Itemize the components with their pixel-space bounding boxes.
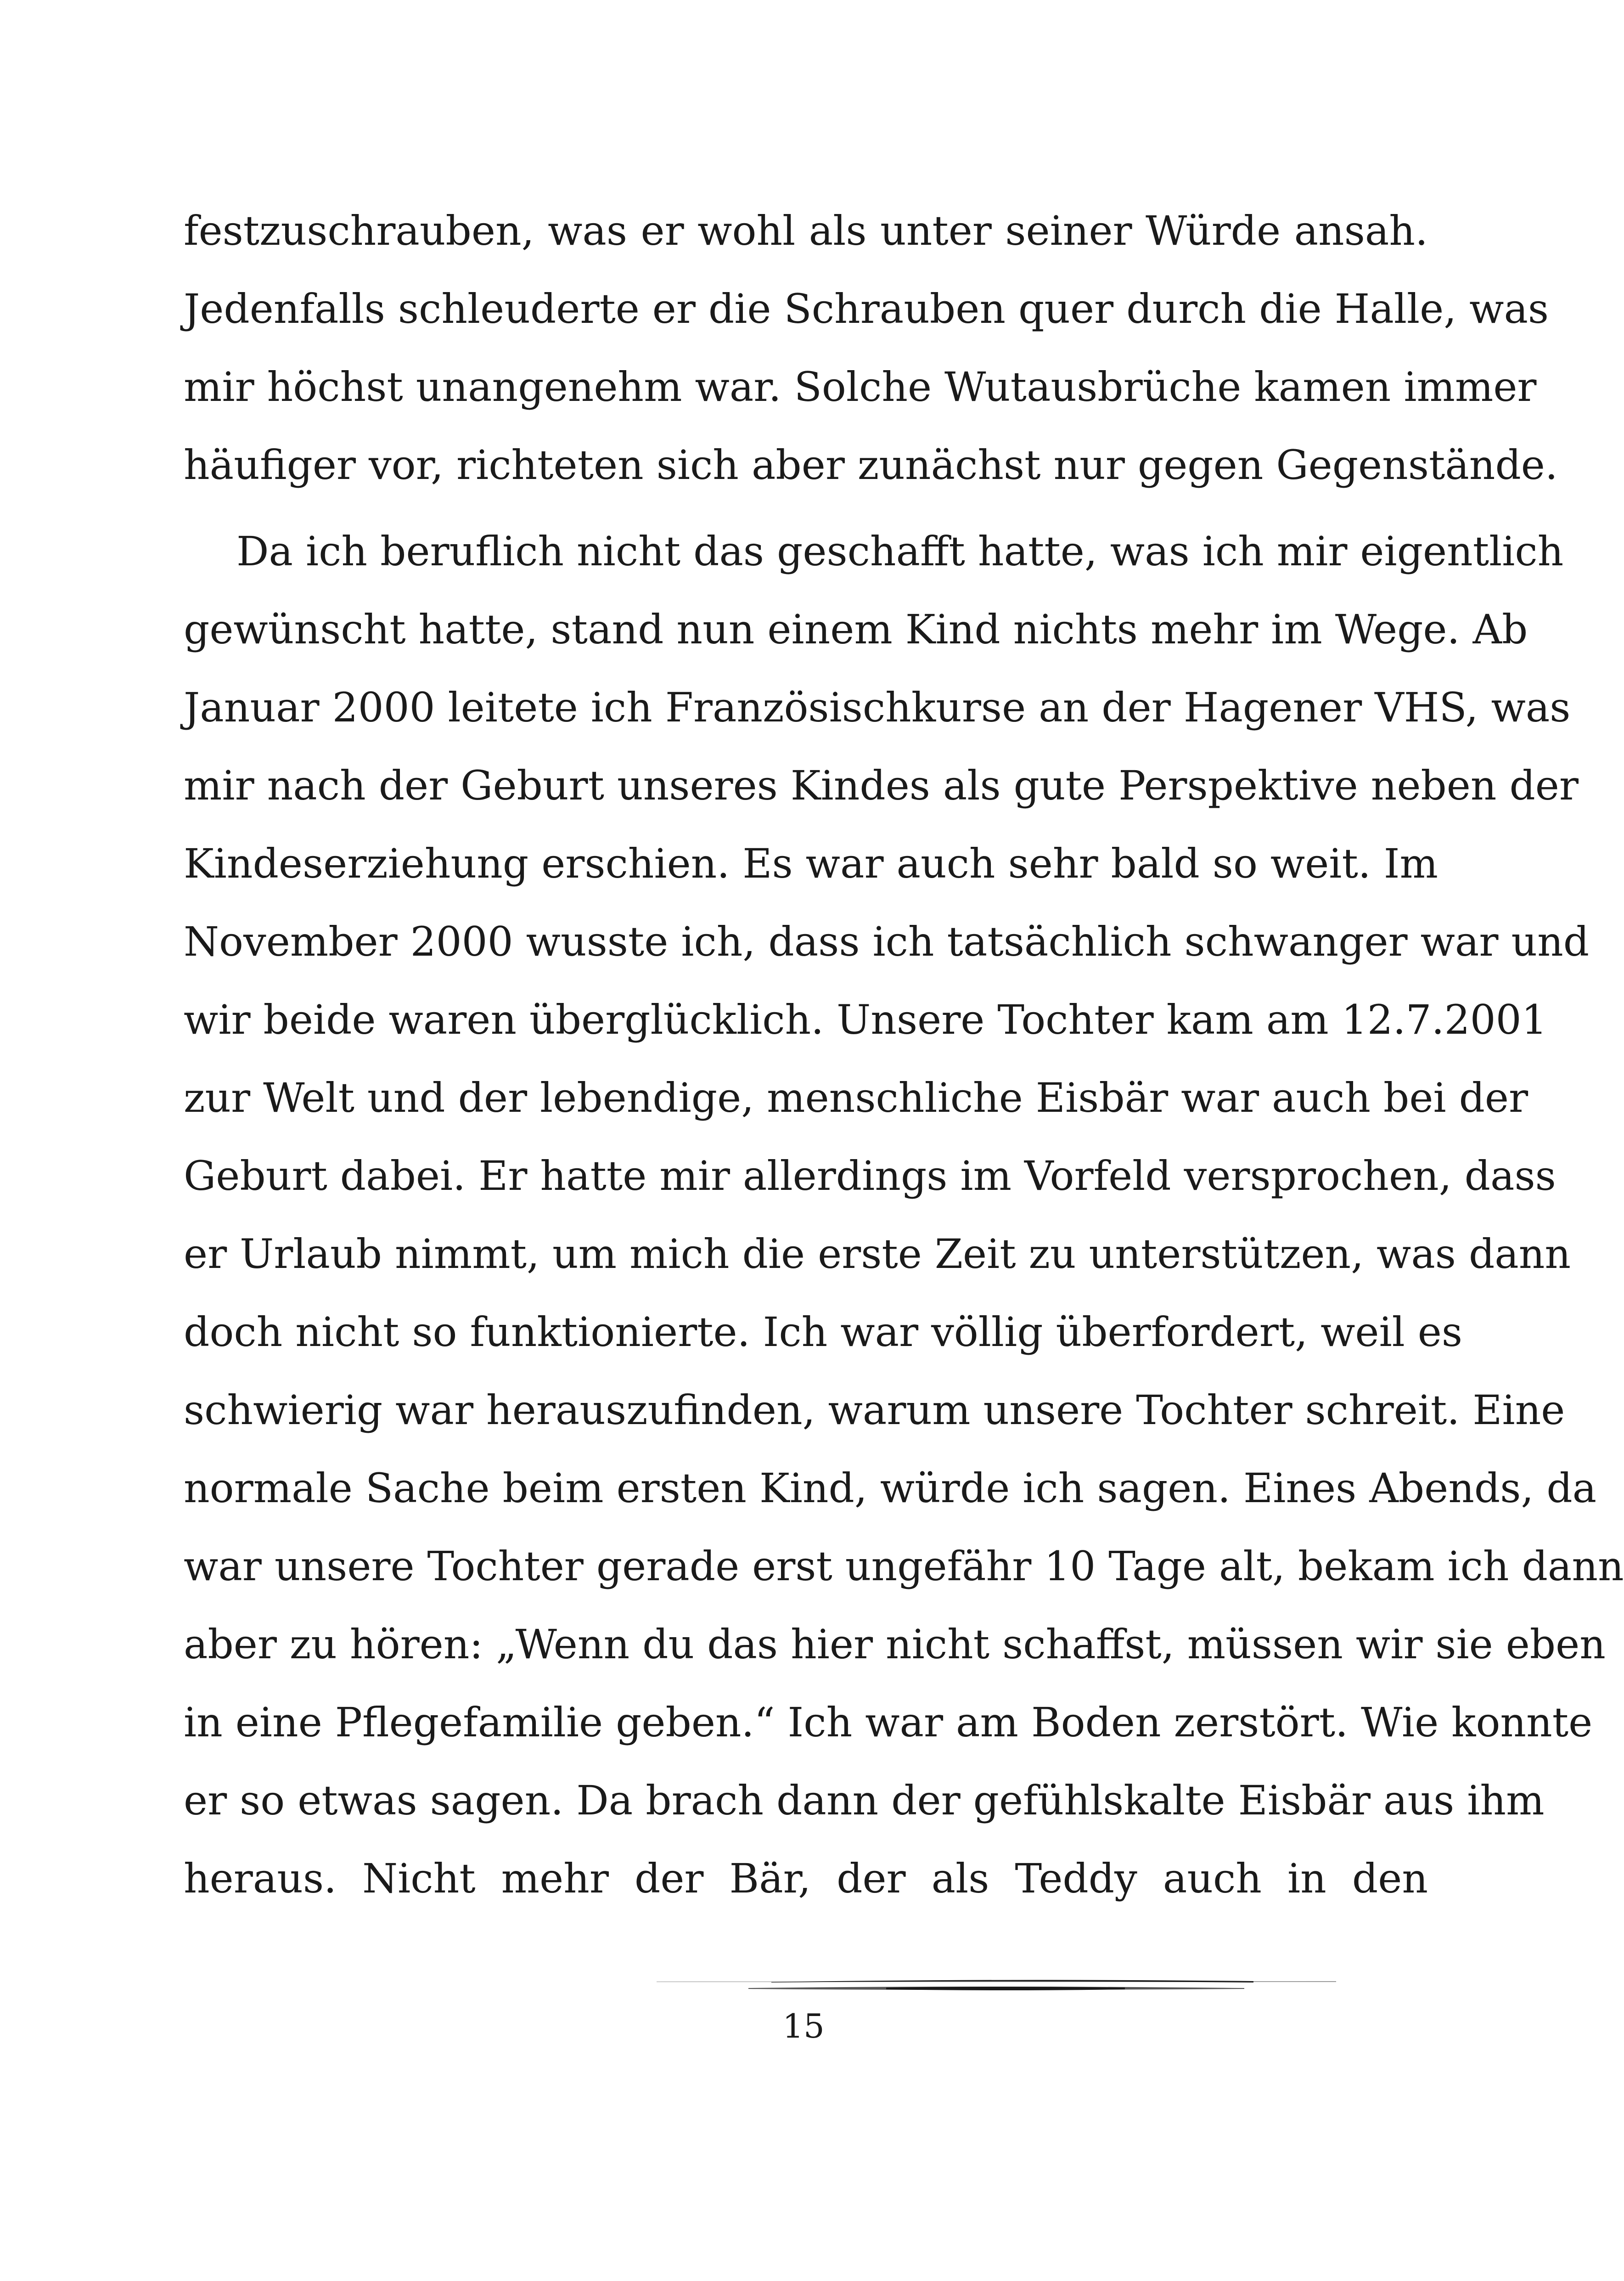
text-line: mir höchst unangenehm war. Solche Wutausbrüche kamen immer bbox=[184, 363, 1537, 411]
text-line: in eine Pflegefamilie geben.“ Ich war am Boden zerstört. Wie konnte bbox=[184, 1699, 1593, 1746]
text-line: mir nach der Geburt unseres Kindes als gute Perspektive neben der bbox=[184, 762, 1579, 809]
text-line: heraus. Nicht mehr der Bär, der als Teddy auch in den bbox=[184, 1855, 1428, 1902]
body-text bbox=[184, 192, 1624, 1918]
paragraph-gap bbox=[184, 504, 1428, 513]
text-line: doch nicht so funktionierte. Ich war völlig überfordert, weil es bbox=[184, 1308, 1462, 1356]
text-line: festzuschrauben, was er wohl als unter seiner Würde ansah. bbox=[184, 207, 1428, 254]
footer-ornament-rule bbox=[657, 1977, 1336, 1995]
page-number: 15 bbox=[782, 2007, 825, 2045]
text-line: Kindeserziehung erschien. Es war auch sehr bald so weit. Im bbox=[184, 840, 1438, 887]
text-line: Da ich beruflich nicht das geschafft hatte, was ich mir eigentlich bbox=[236, 528, 1564, 575]
text-line: aber zu hören: „Wenn du das hier nicht schaffst, müssen wir sie eben bbox=[184, 1621, 1606, 1668]
text-line: häufiger vor, richteten sich aber zunächst nur gegen Gegenstände. bbox=[184, 441, 1558, 489]
text-line: November 2000 wusste ich, dass ich tatsächlich schwanger war und bbox=[184, 918, 1590, 965]
text-line: er Urlaub nimmt, um mich die erste Zeit zu unterstützen, was dann bbox=[184, 1230, 1571, 1278]
text-line: zur Welt und der lebendige, menschliche Eisbär war auch bei der bbox=[184, 1074, 1528, 1121]
text-line: Januar 2000 leitete ich Französischkurse an der Hagener VHS, was bbox=[184, 684, 1571, 731]
text-line: war unsere Tochter gerade erst ungefähr 10 Tage alt, bekam ich dann bbox=[184, 1543, 1624, 1590]
text-line: Geburt dabei. Er hatte mir allerdings im Vorfeld versprochen, dass bbox=[184, 1152, 1556, 1200]
text-line: normale Sache beim ersten Kind, würde ich sagen. Eines Abends, da bbox=[184, 1464, 1597, 1512]
text-line: er so etwas sagen. Da brach dann der gefühlskalte Eisbär aus ihm bbox=[184, 1777, 1545, 1824]
text-line: Jedenfalls schleuderte er die Schrauben quer durch die Halle, was bbox=[184, 285, 1549, 332]
text-line: wir beide waren überglücklich. Unsere Tochter kam am 12.7.2001 bbox=[184, 996, 1547, 1043]
text-line: gewünscht hatte, stand nun einem Kind nichts mehr im Wege. Ab bbox=[184, 606, 1528, 653]
text-line: schwierig war herauszufinden, warum unsere Tochter schreit. Eine bbox=[184, 1386, 1565, 1434]
